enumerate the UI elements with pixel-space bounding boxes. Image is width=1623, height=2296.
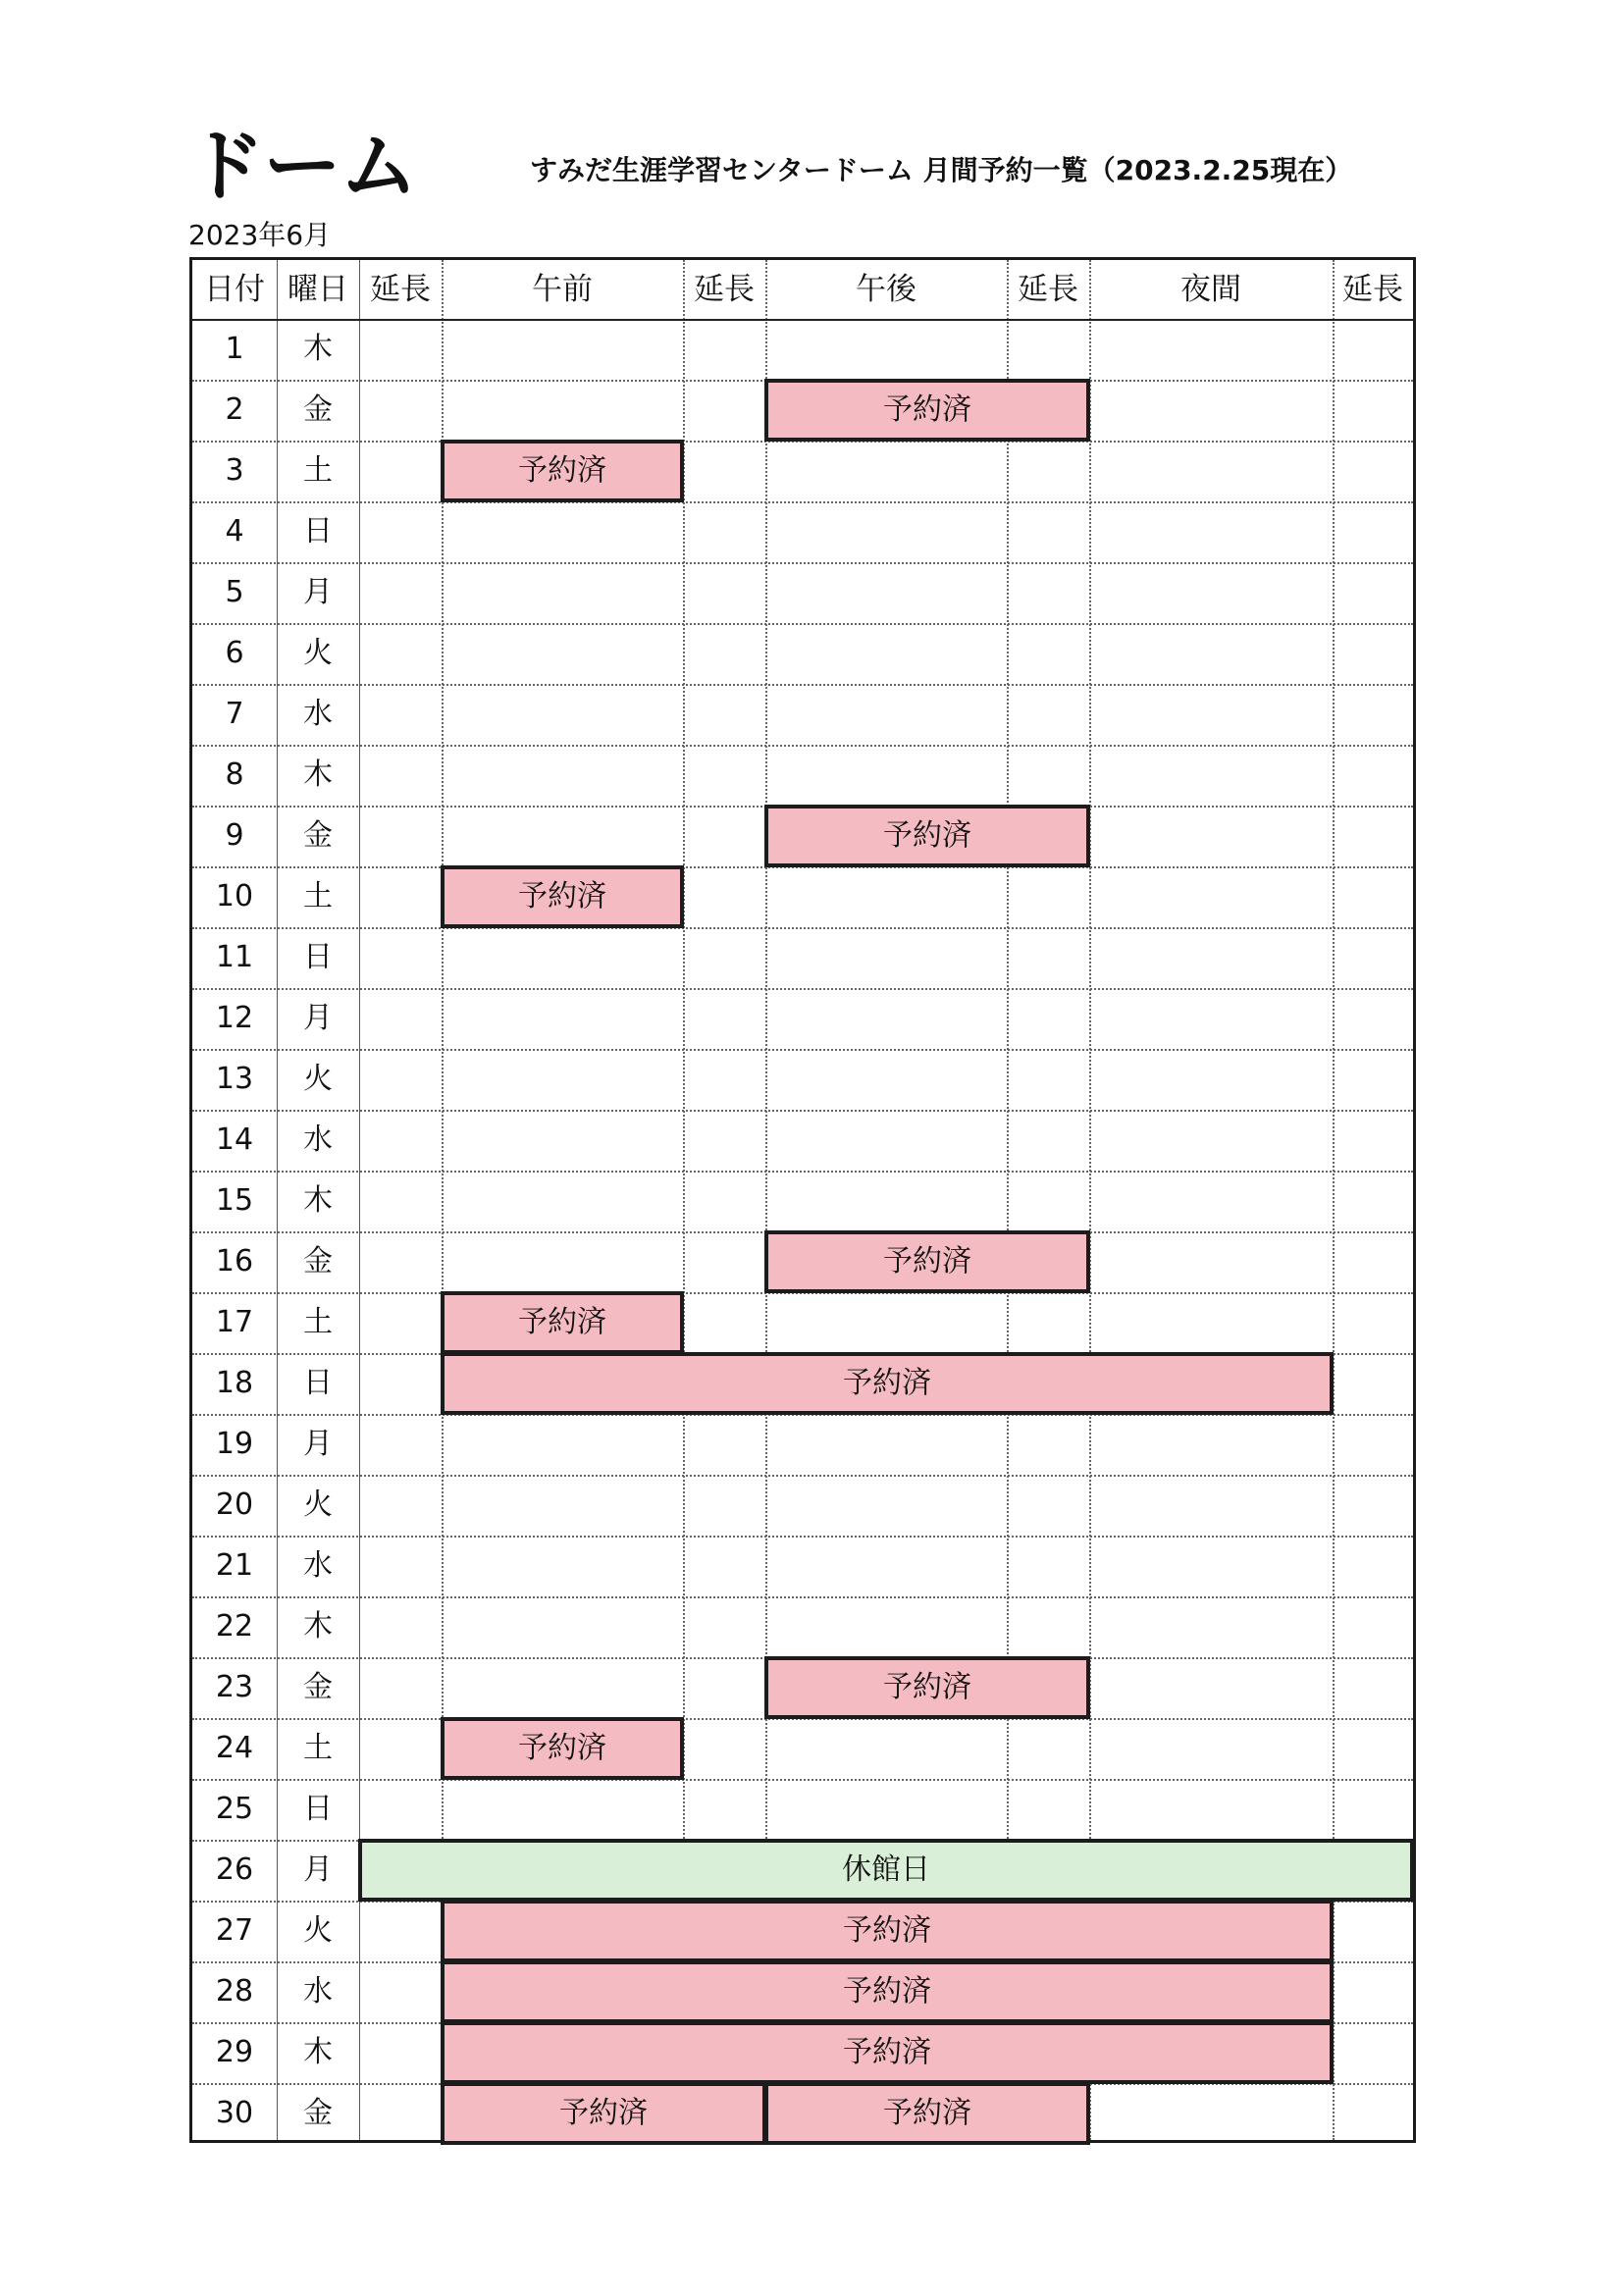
column-header: 延長 [1018,271,1078,307]
reservation-block[interactable]: 予約済 [441,1291,684,1354]
row-divider [192,623,1413,625]
column-header: 延長 [370,271,431,307]
weekday-cell: 金 [303,818,333,853]
weekday-cell: 土 [303,1305,333,1339]
date-cell: 12 [215,1001,254,1035]
row-divider [192,1596,1413,1598]
column-header: 延長 [694,271,755,307]
reservation-table [189,257,1416,2143]
weekday-cell: 土 [303,879,333,913]
reservation-block[interactable]: 予約済 [764,1656,1090,1719]
date-cell: 26 [215,1852,254,1887]
reservation-block[interactable]: 予約済 [441,1960,1334,2023]
weekday-cell: 水 [303,1974,333,2009]
date-cell: 19 [215,1427,254,1461]
weekday-cell: 金 [303,392,333,427]
weekday-cell: 火 [303,1062,333,1096]
date-cell: 21 [215,1548,254,1583]
date-cell: 8 [225,757,244,792]
weekday-cell: 木 [303,332,333,366]
date-cell: 25 [215,1792,254,1826]
weekday-cell: 木 [303,2035,333,2069]
date-cell: 9 [225,818,244,853]
weekday-cell: 金 [303,1670,333,1704]
closed-day-block[interactable]: 休館日 [358,1839,1414,1902]
row-divider [192,988,1413,990]
row-divider [192,562,1413,564]
date-cell: 28 [215,1974,254,2009]
row-divider [192,1779,1413,1781]
date-cell: 24 [215,1731,254,1765]
row-divider [192,927,1413,929]
date-cell: 3 [225,453,244,488]
weekday-cell: 金 [303,1244,333,1278]
row-divider [192,684,1413,686]
date-cell: 13 [215,1062,254,1096]
column-header: 午前 [532,271,593,307]
reservation-block[interactable]: 予約済 [764,1230,1090,1293]
weekday-cell: 土 [303,453,333,488]
weekday-cell: 土 [303,1731,333,1765]
date-cell: 29 [215,2035,254,2069]
weekday-cell: 日 [303,1366,333,1400]
reservation-block[interactable]: 予約済 [441,1352,1334,1415]
weekday-cell: 月 [303,1852,333,1887]
weekday-cell: 月 [303,1001,333,1035]
date-cell: 11 [215,940,254,974]
column-header: 曜日 [288,271,348,307]
weekday-cell: 月 [303,1427,333,1461]
weekday-cell: 木 [303,1609,333,1644]
date-cell: 5 [225,575,244,609]
weekday-cell: 日 [303,940,333,974]
weekday-cell: 金 [303,2096,333,2130]
date-cell: 7 [225,697,244,731]
column-header: 日付 [204,271,265,307]
reservation-block[interactable]: 予約済 [764,2082,1090,2145]
column-header: 夜間 [1180,271,1241,307]
column-header: 延長 [1342,271,1403,307]
date-cell: 4 [225,514,244,548]
row-divider [192,1536,1413,1538]
reservation-block[interactable]: 予約済 [441,1900,1334,1962]
date-cell: 14 [215,1122,254,1157]
row-divider [192,1171,1413,1173]
date-cell: 1 [225,332,244,366]
column-header: 午後 [856,271,916,307]
date-cell: 20 [215,1487,254,1522]
weekday-cell: 木 [303,1183,333,1218]
reservation-block[interactable]: 予約済 [764,379,1090,442]
date-cell: 6 [225,636,244,670]
weekday-cell: 日 [303,1792,333,1826]
weekday-cell: 火 [303,636,333,670]
date-cell: 30 [215,2096,254,2130]
weekday-cell: 水 [303,697,333,731]
weekday-cell: 水 [303,1122,333,1157]
date-cell: 17 [215,1305,254,1339]
reservation-block[interactable]: 予約済 [441,2082,766,2145]
weekday-cell: 月 [303,575,333,609]
row-divider [192,1049,1413,1051]
row-divider [192,501,1413,503]
document-title: すみだ生涯学習センタードーム 月間予約一覧（2023.2.25現在） [530,154,1353,186]
row-divider [192,319,1413,321]
weekday-cell: 火 [303,1487,333,1522]
row-divider [192,1110,1413,1112]
reservation-block[interactable]: 予約済 [764,805,1090,867]
date-cell: 27 [215,1913,254,1948]
date-cell: 15 [215,1183,254,1218]
reservation-block[interactable]: 予約済 [441,865,684,928]
reservation-block[interactable]: 予約済 [441,2021,1334,2084]
weekday-cell: 水 [303,1548,333,1583]
reservation-block[interactable]: 予約済 [441,440,684,502]
date-cell: 18 [215,1366,254,1400]
reservation-block[interactable]: 予約済 [441,1717,684,1780]
weekday-cell: 木 [303,757,333,792]
date-cell: 23 [215,1670,254,1704]
logo-title: ドーム [186,121,416,212]
date-cell: 22 [215,1609,254,1644]
row-divider [192,745,1413,747]
date-cell: 10 [215,879,254,913]
date-cell: 2 [225,392,244,427]
row-divider [192,1475,1413,1477]
weekday-cell: 火 [303,1913,333,1948]
date-cell: 16 [215,1244,254,1278]
weekday-cell: 日 [303,514,333,548]
month-label: 2023年6月 [188,219,332,251]
